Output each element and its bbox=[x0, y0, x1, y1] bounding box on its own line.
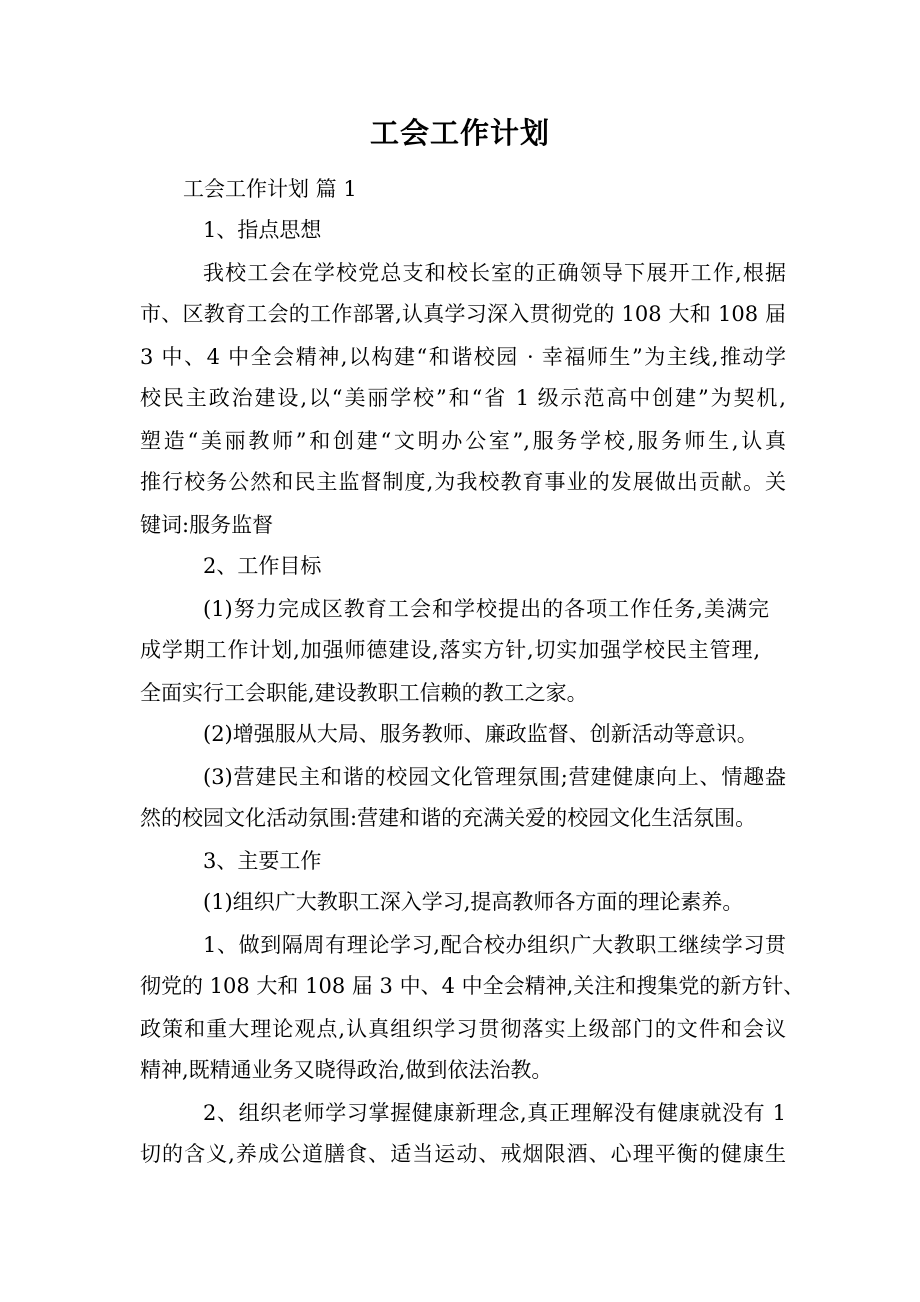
text-line: 我校工会在学校党总支和校长室的正确领导下展开工作,根据 bbox=[203, 261, 786, 285]
text-line: 市、区教育工会的工作部署,认真学习深入贯彻党的 108 大和 108 届 bbox=[140, 302, 786, 326]
text-line: 1、做到隔周有理论学习,配合校办组织广大教职工继续学习贯 bbox=[203, 933, 786, 957]
subheading: 1、指点思想 bbox=[203, 218, 322, 242]
text-line: (1)组织广大教职工深入学习,提高教师各方面的理论素养。 bbox=[203, 890, 744, 914]
section-heading: 工会工作计划 篇 1 bbox=[183, 177, 357, 201]
text-line: 全面实行工会职能,建设教职工信赖的教工之家。 bbox=[140, 681, 588, 705]
text-line: 键词:服务监督 bbox=[140, 513, 274, 537]
text-line: 成学期工作计划,加强师德建设,落实方针,切实加强学校民主管理, bbox=[140, 638, 760, 662]
subheading: 2、工作目标 bbox=[203, 554, 322, 578]
text-line: 推行校务公然和民主监督制度,为我校教育事业的发展做出贡献。关 bbox=[140, 470, 786, 494]
text-line: 2、组织老师学习掌握健康新理念,真正理解没有健康就没有 1 bbox=[203, 1101, 786, 1125]
text-line: 精神,既精通业务又晓得政治,做到依法治教。 bbox=[140, 1058, 553, 1082]
text-line: (2)增强服从大局、服务教师、廉政监督、创新活动等意识。 bbox=[203, 722, 758, 746]
text-line: 然的校园文化活动氛围:营建和谐的充满关爱的校园文化生活氛围。 bbox=[140, 806, 757, 830]
text-line: 塑造“美丽教师”和创建“文明办公室”,服务学校,服务师生,认真 bbox=[140, 429, 786, 453]
text-line: 切的含义,养成公道膳食、适当运动、戒烟限酒、心理平衡的健康生 bbox=[140, 1142, 786, 1166]
text-line: 3 中、4 中全会精神,以构建“和谐校园 · 幸福师生”为主线,推动学 bbox=[140, 345, 786, 369]
text-line: (1)努力完成区教育工会和学校提出的各项工作任务,美满完 bbox=[203, 597, 769, 621]
document-title: 工会工作计划 bbox=[369, 116, 550, 150]
subheading: 3、主要工作 bbox=[203, 849, 322, 873]
text-line: 彻党的 108 大和 108 届 3 中、4 中全会精神,关注和搜集党的新方针、 bbox=[140, 974, 805, 998]
text-line: 政策和重大理论观点,认真组织学习贯彻落实上级部门的文件和会议 bbox=[140, 1017, 786, 1041]
text-line: (3)营建民主和谐的校园文化管理氛围;营建健康向上、情趣盎 bbox=[203, 765, 786, 789]
text-line: 校民主政治建设,以“美丽学校”和“省 1 级示范高中创建”为契机, bbox=[140, 386, 786, 410]
